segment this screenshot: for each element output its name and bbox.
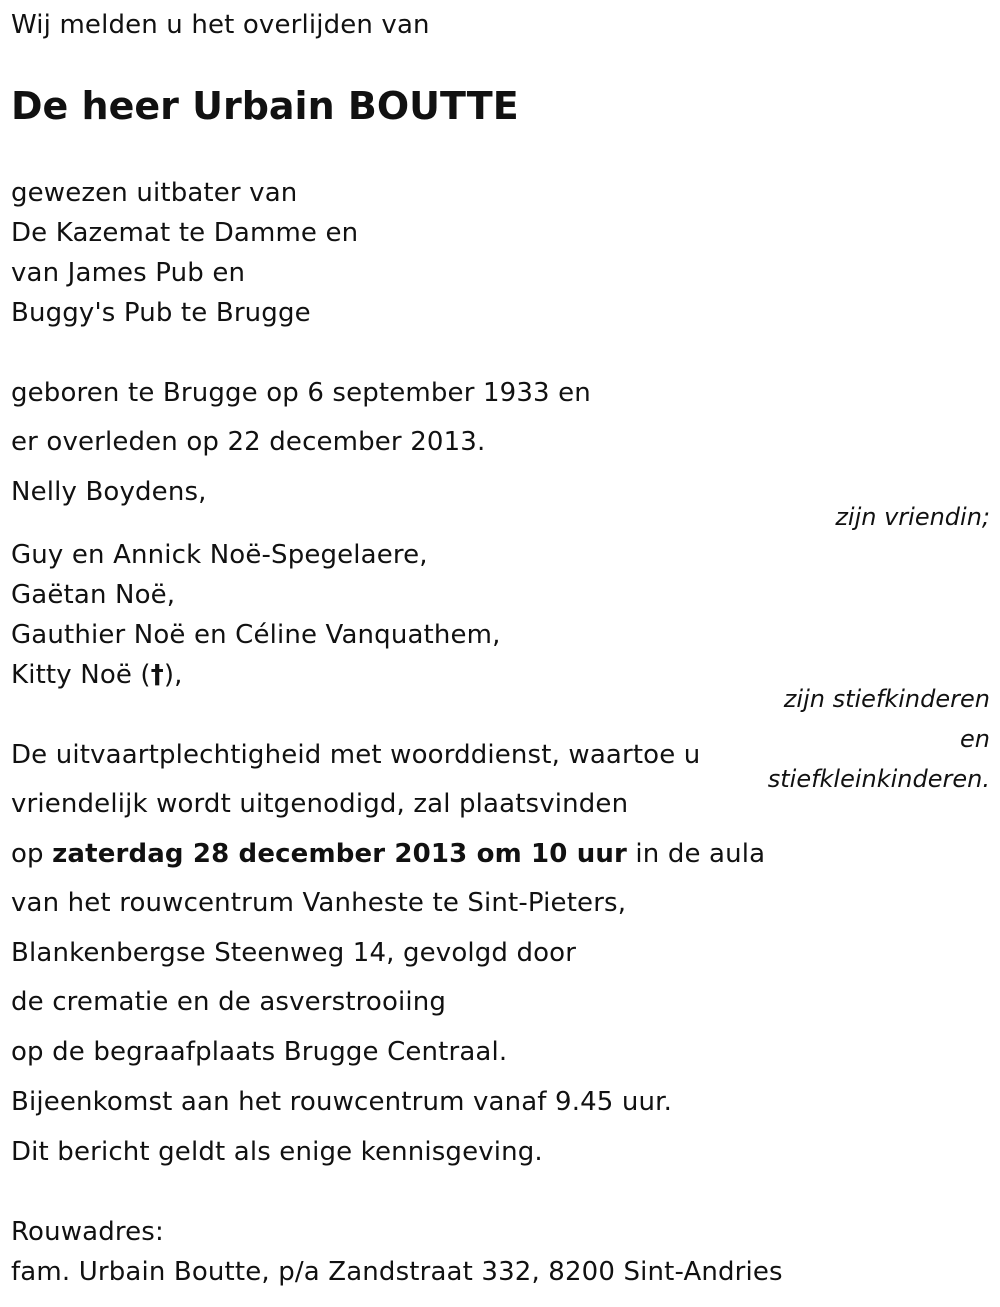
relation-line: en bbox=[960, 725, 990, 753]
cross-icon: † bbox=[150, 660, 164, 690]
occupation-line: De Kazemat te Damme en bbox=[11, 218, 359, 248]
ceremony-line: vriendelijk wordt uitgenodigd, zal plaatsvinden bbox=[11, 789, 629, 819]
friend-relation: zijn vriendin; bbox=[835, 503, 990, 531]
address-value: fam. Urbain Boutte, p/a Zandstraat 332, 8200 Sint-Andries bbox=[11, 1257, 783, 1287]
occupation-line: van James Pub en bbox=[11, 258, 246, 288]
deceased-name: De heer Urbain BOUTTE bbox=[11, 84, 519, 128]
ceremony-date-prefix: op bbox=[11, 839, 53, 869]
birth-line: geboren te Brugge op 6 september 1933 en bbox=[11, 378, 591, 408]
death-line: er overleden op 22 december 2013. bbox=[11, 427, 486, 457]
stepchild-line: Gaëtan Noë, bbox=[11, 580, 176, 610]
occupation-line: Buggy's Pub te Brugge bbox=[11, 298, 311, 328]
stepchild-line-deceased bbox=[11, 658, 183, 692]
ceremony-line: op de begraafplaats Brugge Centraal. bbox=[11, 1037, 508, 1067]
ceremony-line: de crematie en de asverstrooiing bbox=[11, 987, 447, 1017]
ceremony-line: Blankenbergse Steenweg 14, gevolgd door bbox=[11, 938, 577, 968]
deceased-stepchild-name: Kitty Noë ( bbox=[11, 660, 151, 690]
ceremony-date-line bbox=[11, 837, 765, 871]
ceremony-date-suffix: in de aula bbox=[627, 839, 766, 869]
friend-name: Nelly Boydens, bbox=[11, 477, 207, 507]
stepchildren-relation bbox=[768, 679, 990, 799]
ceremony-line: De uitvaartplechtigheid met woorddienst, waartoe u bbox=[11, 740, 701, 770]
stepchild-line: Gauthier Noë en Céline Vanquathem, bbox=[11, 620, 501, 650]
relation-line: stiefkleinkinderen. bbox=[767, 765, 990, 793]
ceremony-line: Bijeenkomst aan het rouwcentrum vanaf 9.45 uur. bbox=[11, 1087, 673, 1117]
ceremony-line: van het rouwcentrum Vanheste te Sint-Pieters, bbox=[11, 888, 627, 918]
ceremony-line: Dit bericht geldt als enige kennisgeving. bbox=[11, 1137, 543, 1167]
notice-intro: Wij melden u het overlijden van bbox=[11, 10, 430, 40]
occupation-line: gewezen uitbater van bbox=[11, 178, 298, 208]
ceremony-date: zaterdag 28 december 2013 om 10 uur bbox=[52, 839, 628, 869]
stepchild-line: Guy en Annick Noë-Spegelaere, bbox=[11, 540, 428, 570]
relation-line: zijn stiefkinderen bbox=[783, 685, 990, 713]
address-label: Rouwadres: bbox=[11, 1217, 164, 1247]
deceased-stepchild-close: ), bbox=[163, 660, 183, 690]
